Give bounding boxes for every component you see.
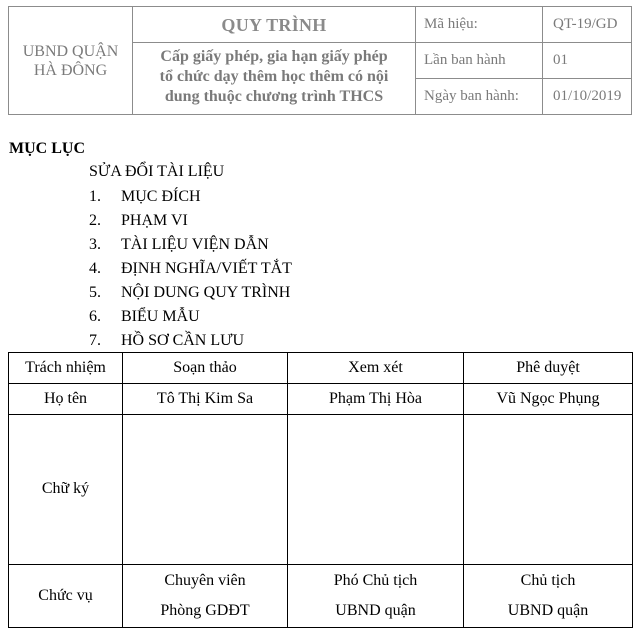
toc-item bbox=[89, 235, 292, 259]
drafter-name: Tô Thị Kim Sa bbox=[123, 384, 288, 415]
toc-item bbox=[89, 283, 292, 307]
header-drafted: Soạn thảo bbox=[123, 353, 288, 384]
toc-item-label: MỤC ĐÍCH bbox=[121, 188, 201, 205]
toc-item-number: 2. bbox=[89, 212, 101, 229]
issue-number-value: 01 bbox=[543, 43, 632, 79]
toc-item-number: 7. bbox=[89, 332, 101, 349]
position-label: Chức vụ bbox=[9, 564, 123, 627]
table-row bbox=[9, 384, 633, 415]
toc-item bbox=[89, 211, 292, 235]
toc-title: MỤC LỤC bbox=[9, 140, 85, 157]
title-cell bbox=[133, 7, 416, 115]
drafter-signature bbox=[123, 415, 288, 565]
toc-item-label: NỘI DUNG QUY TRÌNH bbox=[121, 284, 291, 301]
approver-name: Vũ Ngọc Phụng bbox=[464, 384, 633, 415]
toc-revision-item: SỬA ĐỔI TÀI LIỆU bbox=[89, 163, 225, 180]
toc-item-number: 3. bbox=[89, 236, 101, 253]
document-header bbox=[8, 6, 632, 115]
signature-label: Chữ ký bbox=[9, 415, 123, 565]
position-line: UBND quận bbox=[335, 601, 416, 619]
reviewer-signature bbox=[288, 415, 464, 565]
issue-number-label: Lần ban hành bbox=[416, 43, 543, 79]
position-line: Phó Chủ tịch bbox=[333, 571, 418, 589]
toc-item-label: ĐỊNH NGHĨA/VIẾT TẮT bbox=[121, 260, 292, 277]
table-row bbox=[9, 415, 633, 565]
toc-item-label: BIỂU MẪU bbox=[121, 308, 200, 325]
table-row bbox=[9, 564, 633, 627]
procedure-title: QUY TRÌNH bbox=[133, 11, 415, 43]
toc-item-number: 6. bbox=[89, 308, 101, 325]
issue-date-value: 01/10/2019 bbox=[543, 79, 632, 115]
position-line: Phòng GDĐT bbox=[160, 601, 250, 619]
reviewer-position bbox=[288, 564, 464, 627]
position-line: Chuyên viên bbox=[164, 571, 246, 589]
name-label: Họ tên bbox=[9, 384, 123, 415]
code-label: Mã hiệu: bbox=[416, 7, 543, 43]
toc-item-label: PHẠM VI bbox=[121, 212, 188, 229]
toc-list bbox=[89, 187, 292, 355]
table-header-row bbox=[9, 353, 633, 384]
approval-table bbox=[8, 352, 633, 628]
procedure-subtitle bbox=[133, 43, 415, 111]
header-approved: Phê duyệt bbox=[464, 353, 633, 384]
toc-item-label: HỒ SƠ CẦN LƯU bbox=[121, 332, 245, 349]
toc-item bbox=[89, 259, 292, 283]
toc-item bbox=[89, 307, 292, 331]
subtitle-line: dung thuộc chương trình THCS bbox=[164, 87, 384, 105]
toc-item-number: 4. bbox=[89, 260, 101, 277]
org-name-line1: UBND QUẬN bbox=[22, 42, 119, 60]
approver-signature bbox=[464, 415, 633, 565]
toc-item-number: 5. bbox=[89, 284, 101, 301]
toc-item-label: TÀI LIỆU VIỆN DẪN bbox=[121, 236, 269, 253]
subtitle-line: tổ chức dạy thêm học thêm có nội bbox=[159, 67, 389, 85]
issue-date-label: Ngày ban hành: bbox=[416, 79, 543, 115]
code-value: QT-19/GD bbox=[543, 7, 632, 43]
drafter-position bbox=[123, 564, 288, 627]
organization-cell bbox=[9, 7, 133, 115]
position-line: UBND quận bbox=[507, 601, 589, 619]
toc-item bbox=[89, 187, 292, 211]
header-responsibility: Trách nhiệm bbox=[9, 353, 123, 384]
reviewer-name: Phạm Thị Hòa bbox=[288, 384, 464, 415]
toc-item-number: 1. bbox=[89, 188, 101, 205]
header-reviewed: Xem xét bbox=[288, 353, 464, 384]
position-line: Chủ tịch bbox=[520, 571, 576, 589]
org-name-line2: HÀ ĐÔNG bbox=[33, 61, 108, 79]
subtitle-line: Cấp giấy phép, gia hạn giấy phép bbox=[160, 47, 388, 65]
approver-position bbox=[464, 564, 633, 627]
